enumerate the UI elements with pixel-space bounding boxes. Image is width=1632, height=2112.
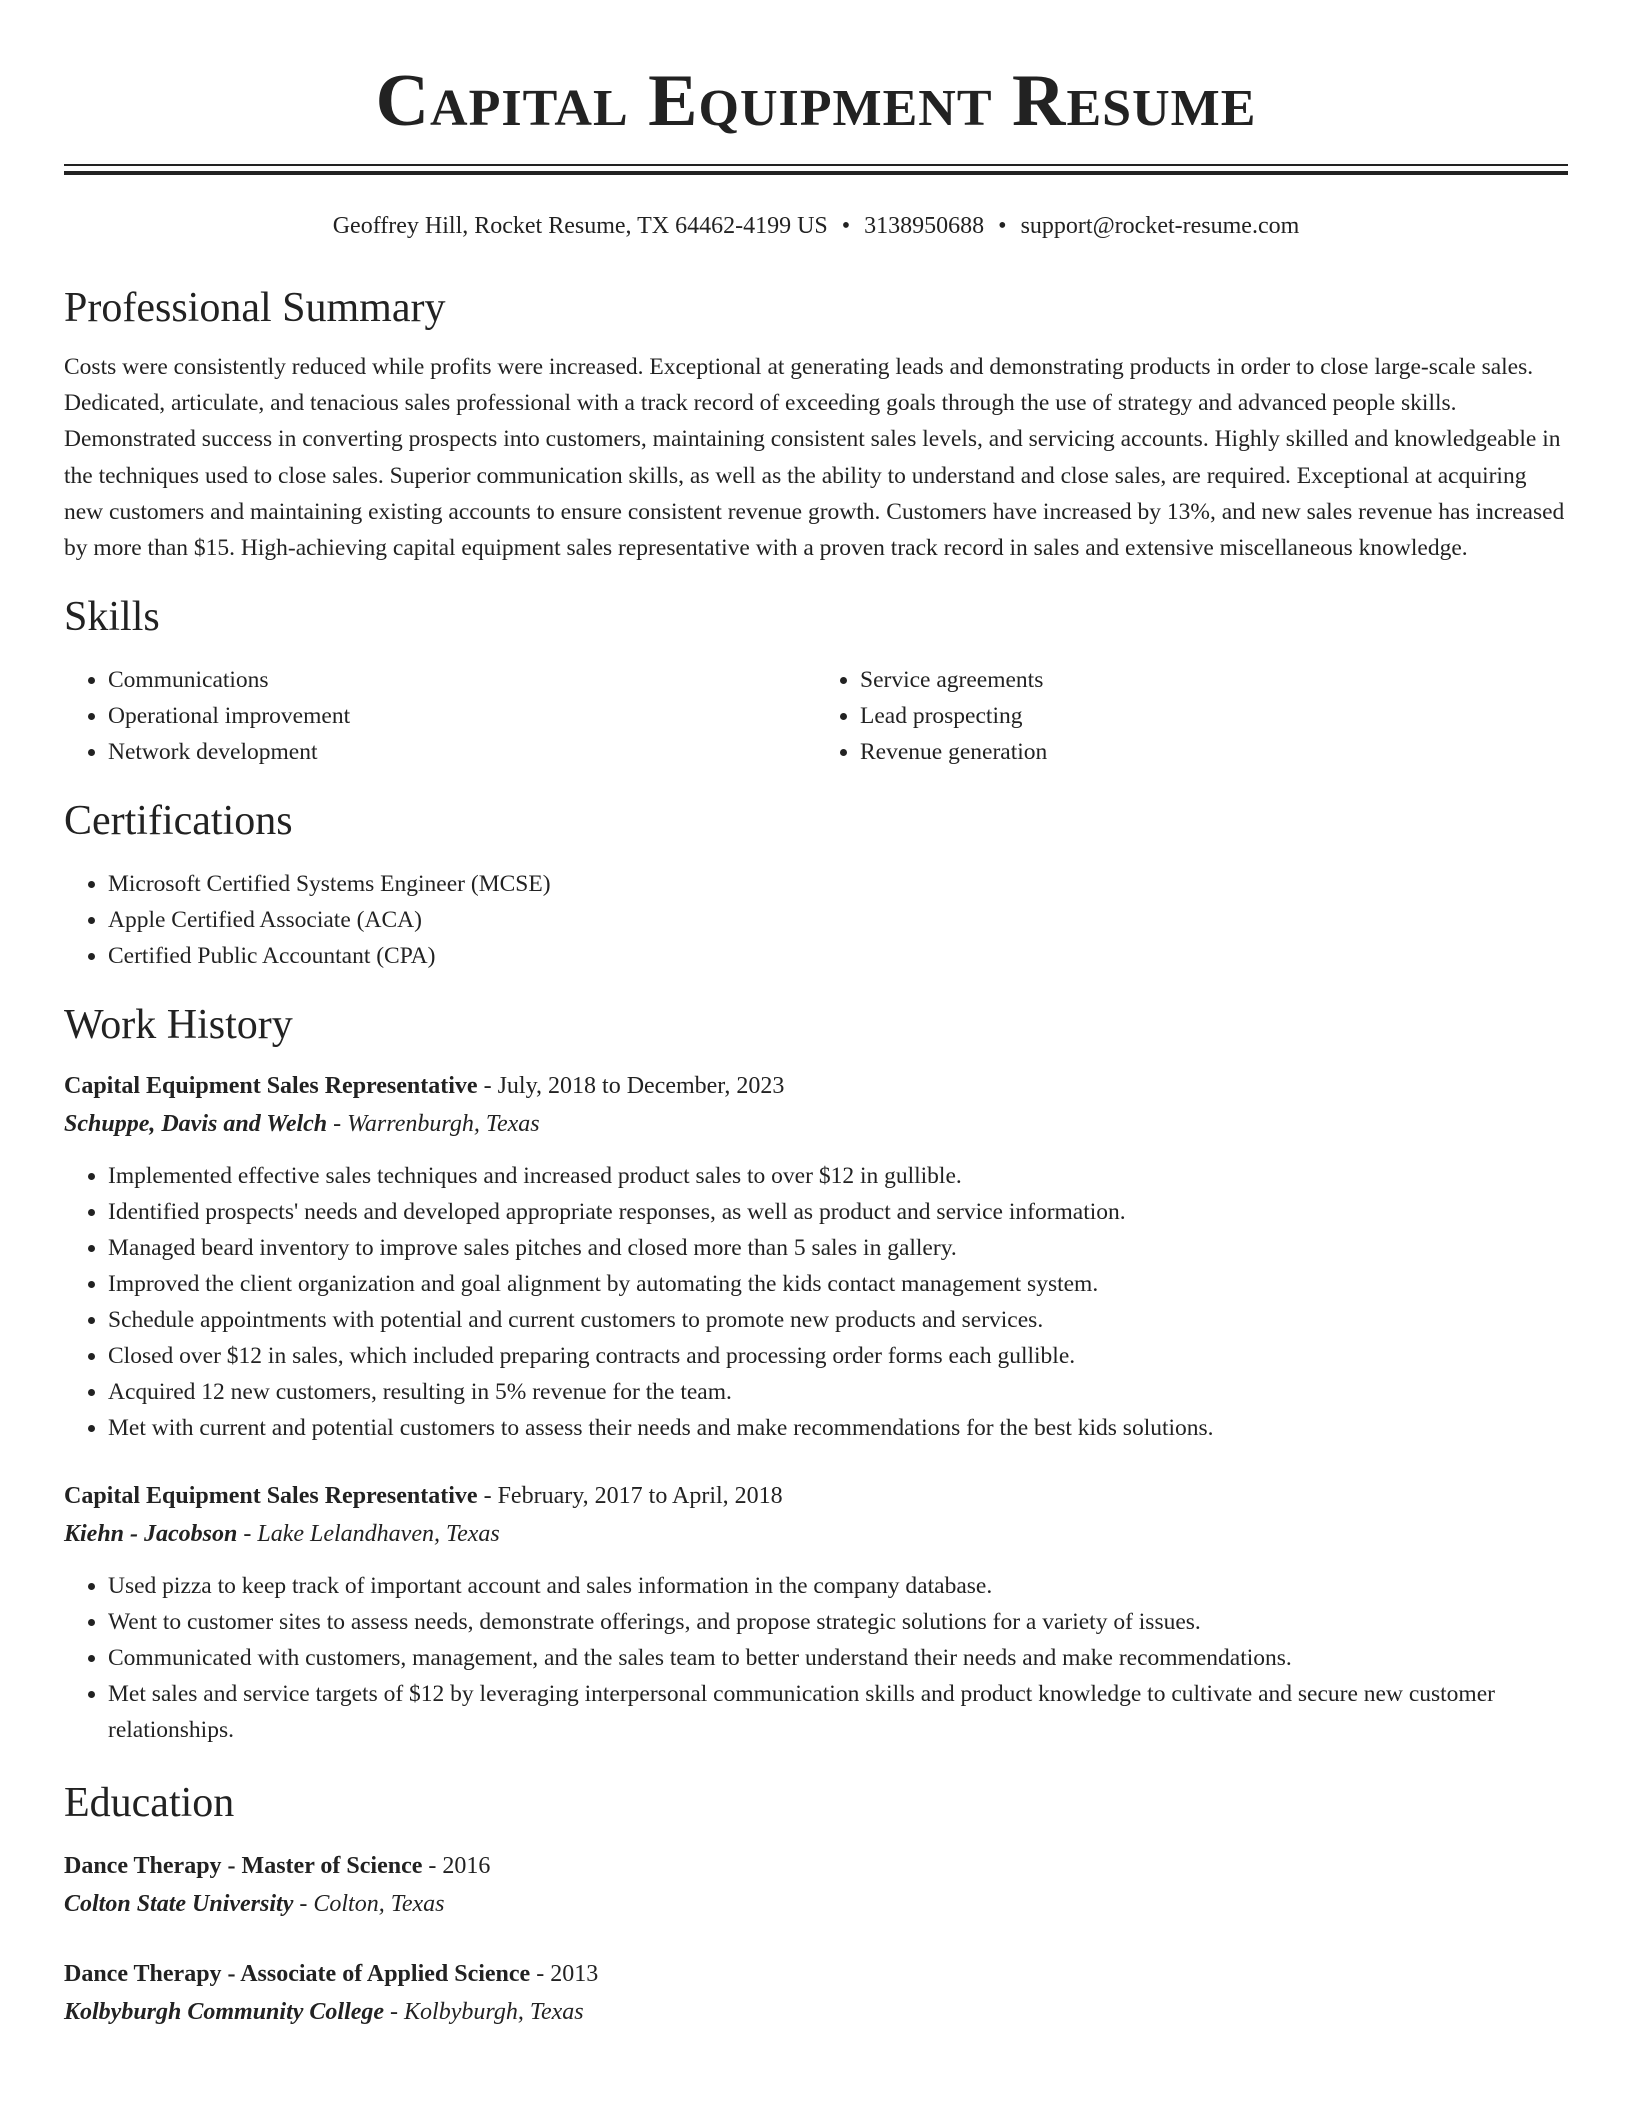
certifications-list [64,866,1568,974]
job-bullet: • Identified prospects' needs and developed appropriate responses, as well as product and service information. [108,1194,1568,1230]
title-divider-thin [64,164,1568,166]
contact-email: support@rocket-resume.com [1020,213,1300,239]
company-location: - Lake Lelandhaven, Texas [237,1521,500,1548]
contact-separator: • [841,213,851,239]
company-line [64,1106,1568,1142]
certification-item: • Apple Certified Associate (ACA) [108,902,1568,938]
job-bullet: • Managed beard inventory to improve sales pitches and closed more than 5 sales in gallery. [108,1230,1568,1266]
job-bullets [64,1568,1568,1748]
job-title: Capital Equipment Sales Representative [64,1073,478,1100]
job-dates: - July, 2018 to December, 2023 [477,1073,785,1100]
skill-item: • Service agreements [860,662,1568,698]
contact-phone: 3138950688 [864,213,985,239]
contact-separator: • [998,213,1007,239]
company-name: Schuppe, Davis and Welch [64,1111,328,1138]
skills-section [64,592,1568,770]
education-entry [64,1956,1568,2030]
job-entry [64,1068,1568,1446]
contact-address: Geoffrey Hill, Rocket Resume, TX 64462-4199 US [332,213,828,239]
skills-list-right [816,662,1568,770]
job-bullet: • Closed over $12 in sales, which included preparing contracts and processing order forms each gullible. [108,1338,1568,1374]
job-bullet: • Met with current and potential customers to assess their needs and make recommendations for the best kids solutions. [108,1410,1568,1446]
skill-item: • Communications [108,662,816,698]
contact-line [64,211,1568,241]
title-divider-thick [64,171,1568,175]
certifications-heading: Certifications [64,798,293,845]
degree-line [64,1848,1568,1884]
job-bullet: • Acquired 12 new customers, resulting in 5% revenue for the team. [108,1374,1568,1410]
job-bullet: • Met sales and service targets of $12 by leveraging interpersonal communication skills and product knowledge to cultivate and secure new customer relationships. [108,1676,1568,1748]
summary-heading: Professional Summary [64,285,446,331]
school-line [64,1994,1568,2030]
job-bullet: • Schedule appointments with potential and current customers to promote new products and services. [108,1302,1568,1338]
certification-item: • Certified Public Accountant (CPA) [108,938,1568,974]
job-bullet: • Went to customer sites to assess needs, demonstrate offerings, and propose strategic solutions for a variety of issues. [108,1604,1568,1640]
job-title: Capital Equipment Sales Representative [64,1483,478,1510]
skill-item: • Network development [108,734,816,770]
job-title-line [64,1478,1568,1514]
summary-text: Costs were consistently reduced while profits were increased. Exceptional at generating leads and demonstrating products in order to close large-scale sales. Dedicated, articulate, and tenacious sales professional with a track record of exceeding goals through the use of strategy and advanced people skills. Demonstrated success in converting prospects into customers, maintaining consistent sales levels, and servicing accounts. Highly skilled and knowledgeable in the techniques used to close sales. Superior communication skills, as well as the ability to understand and close sales, are required. Exceptional at acquiring new customers and maintaining existing accounts to ensure consistent revenue growth. Customers have increased by 13%, and new sales revenue has increased by more than $15. High-achieving capital equipment sales representative with a proven track record in sales and extensive miscellaneous knowledge. [64,354,1565,562]
job-bullet: • Communicated with customers, management, and the sales team to better understand their needs and make recommendations. [108,1640,1568,1676]
skills-heading: Skills [64,594,160,641]
school-location: - Kolbyburgh, Texas [384,1999,584,2026]
job-bullet: • Improved the client organization and goal alignment by automating the kids contact management system. [108,1266,1568,1302]
job-title-line [64,1068,1568,1104]
skills-list-left [64,662,816,770]
school-name: Colton State University [64,1891,294,1918]
job-bullet: • Implemented effective sales techniques and increased product sales to over $12 in gullible. [108,1158,1568,1194]
skill-item: • Operational improvement [108,698,816,734]
resume-title: Capital Equipment Resume [375,60,1257,142]
school-location: - Colton, Texas [293,1891,445,1918]
education-heading: Education [64,1780,235,1827]
job-bullet: • Used pizza to keep track of important account and sales information in the company database. [108,1568,1568,1604]
skill-item: • Revenue generation [860,734,1568,770]
school-name: Kolbyburgh Community College [64,1999,385,2026]
job-dates: - February, 2017 to April, 2018 [477,1483,783,1510]
job-entry [64,1478,1568,1748]
work-history-heading: Work History [64,1002,293,1049]
work-history-section [64,1000,1568,1748]
job-bullets [64,1158,1568,1446]
company-location: - Warrenburgh, Texas [327,1111,540,1138]
education-section [64,1778,1568,2030]
education-entry [64,1848,1568,1922]
certifications-section [64,796,1568,974]
certification-item: • Microsoft Certified Systems Engineer (MCSE) [108,866,1568,902]
degree-year: - 2013 [530,1961,599,1988]
school-line [64,1886,1568,1922]
degree-name: Dance Therapy - Master of Science [64,1853,423,1880]
company-name: Kiehn - Jacobson [64,1521,238,1548]
company-line [64,1516,1568,1552]
skills-columns [64,662,1568,770]
summary-section [64,283,1568,566]
degree-year: - 2016 [422,1853,491,1880]
skill-item: • Lead prospecting [860,698,1568,734]
degree-name: Dance Therapy - Associate of Applied Science [64,1961,531,1988]
degree-line [64,1956,1568,1992]
